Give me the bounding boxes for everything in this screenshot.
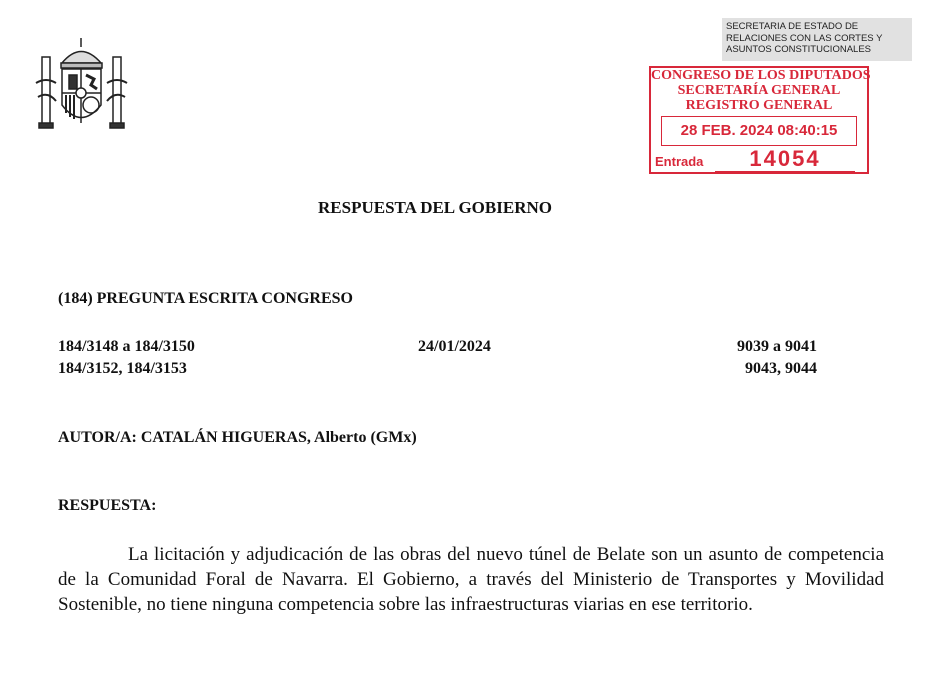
stamp-line-registro: REGISTRO GENERAL (685, 98, 833, 113)
ref-row1-date: 24/01/2024 (418, 338, 491, 355)
document-title: RESPUESTA DEL GOBIERNO (318, 198, 552, 217)
answer-label: RESPUESTA: (58, 497, 157, 514)
stamp-entry-number: 14054 (715, 147, 855, 172)
secretaria-overlay-label: SECRETARIA DE ESTADO DE RELACIONES CON LAS CORTES Y ASUNTOS CONSTITUCIONALES (722, 18, 912, 61)
coat-of-arms-logo (34, 35, 129, 132)
stamp-datetime: 28 FEB. 2024 08:40:15 (661, 116, 857, 146)
answer-paragraph: La licitación y adjudicación de las obras del nuevo túnel de Belate son un asunto de competencia de la Comunidad Foral de Navarra. El Gobierno, a través del Ministerio de Transportes y Movilidad Sostenible, no tiene ninguna competencia sobre las infraestructuras viarias en ese territorio. (58, 544, 884, 615)
question-type: (184) PREGUNTA ESCRITA CONGRESO (58, 290, 353, 307)
stamp-line-congreso: CONGRESO DE LOS DIPUTADOS (651, 68, 871, 83)
ref-row1-numbers: 184/3148 a 184/3150 (58, 338, 195, 355)
stamp-entrada-label: Entrada (655, 154, 704, 169)
author: AUTOR/A: CATALÁN HIGUERAS, Alberto (GMx) (58, 429, 417, 446)
ref-row2-numbers: 184/3152, 184/3153 (58, 360, 187, 377)
ref-row1-registry: 9039 a 9041 (737, 338, 817, 355)
ref-row2-registry: 9043, 9044 (745, 360, 817, 377)
stamp-line-secretaria: SECRETARÍA GENERAL (677, 83, 841, 98)
registry-stamp (649, 66, 869, 174)
